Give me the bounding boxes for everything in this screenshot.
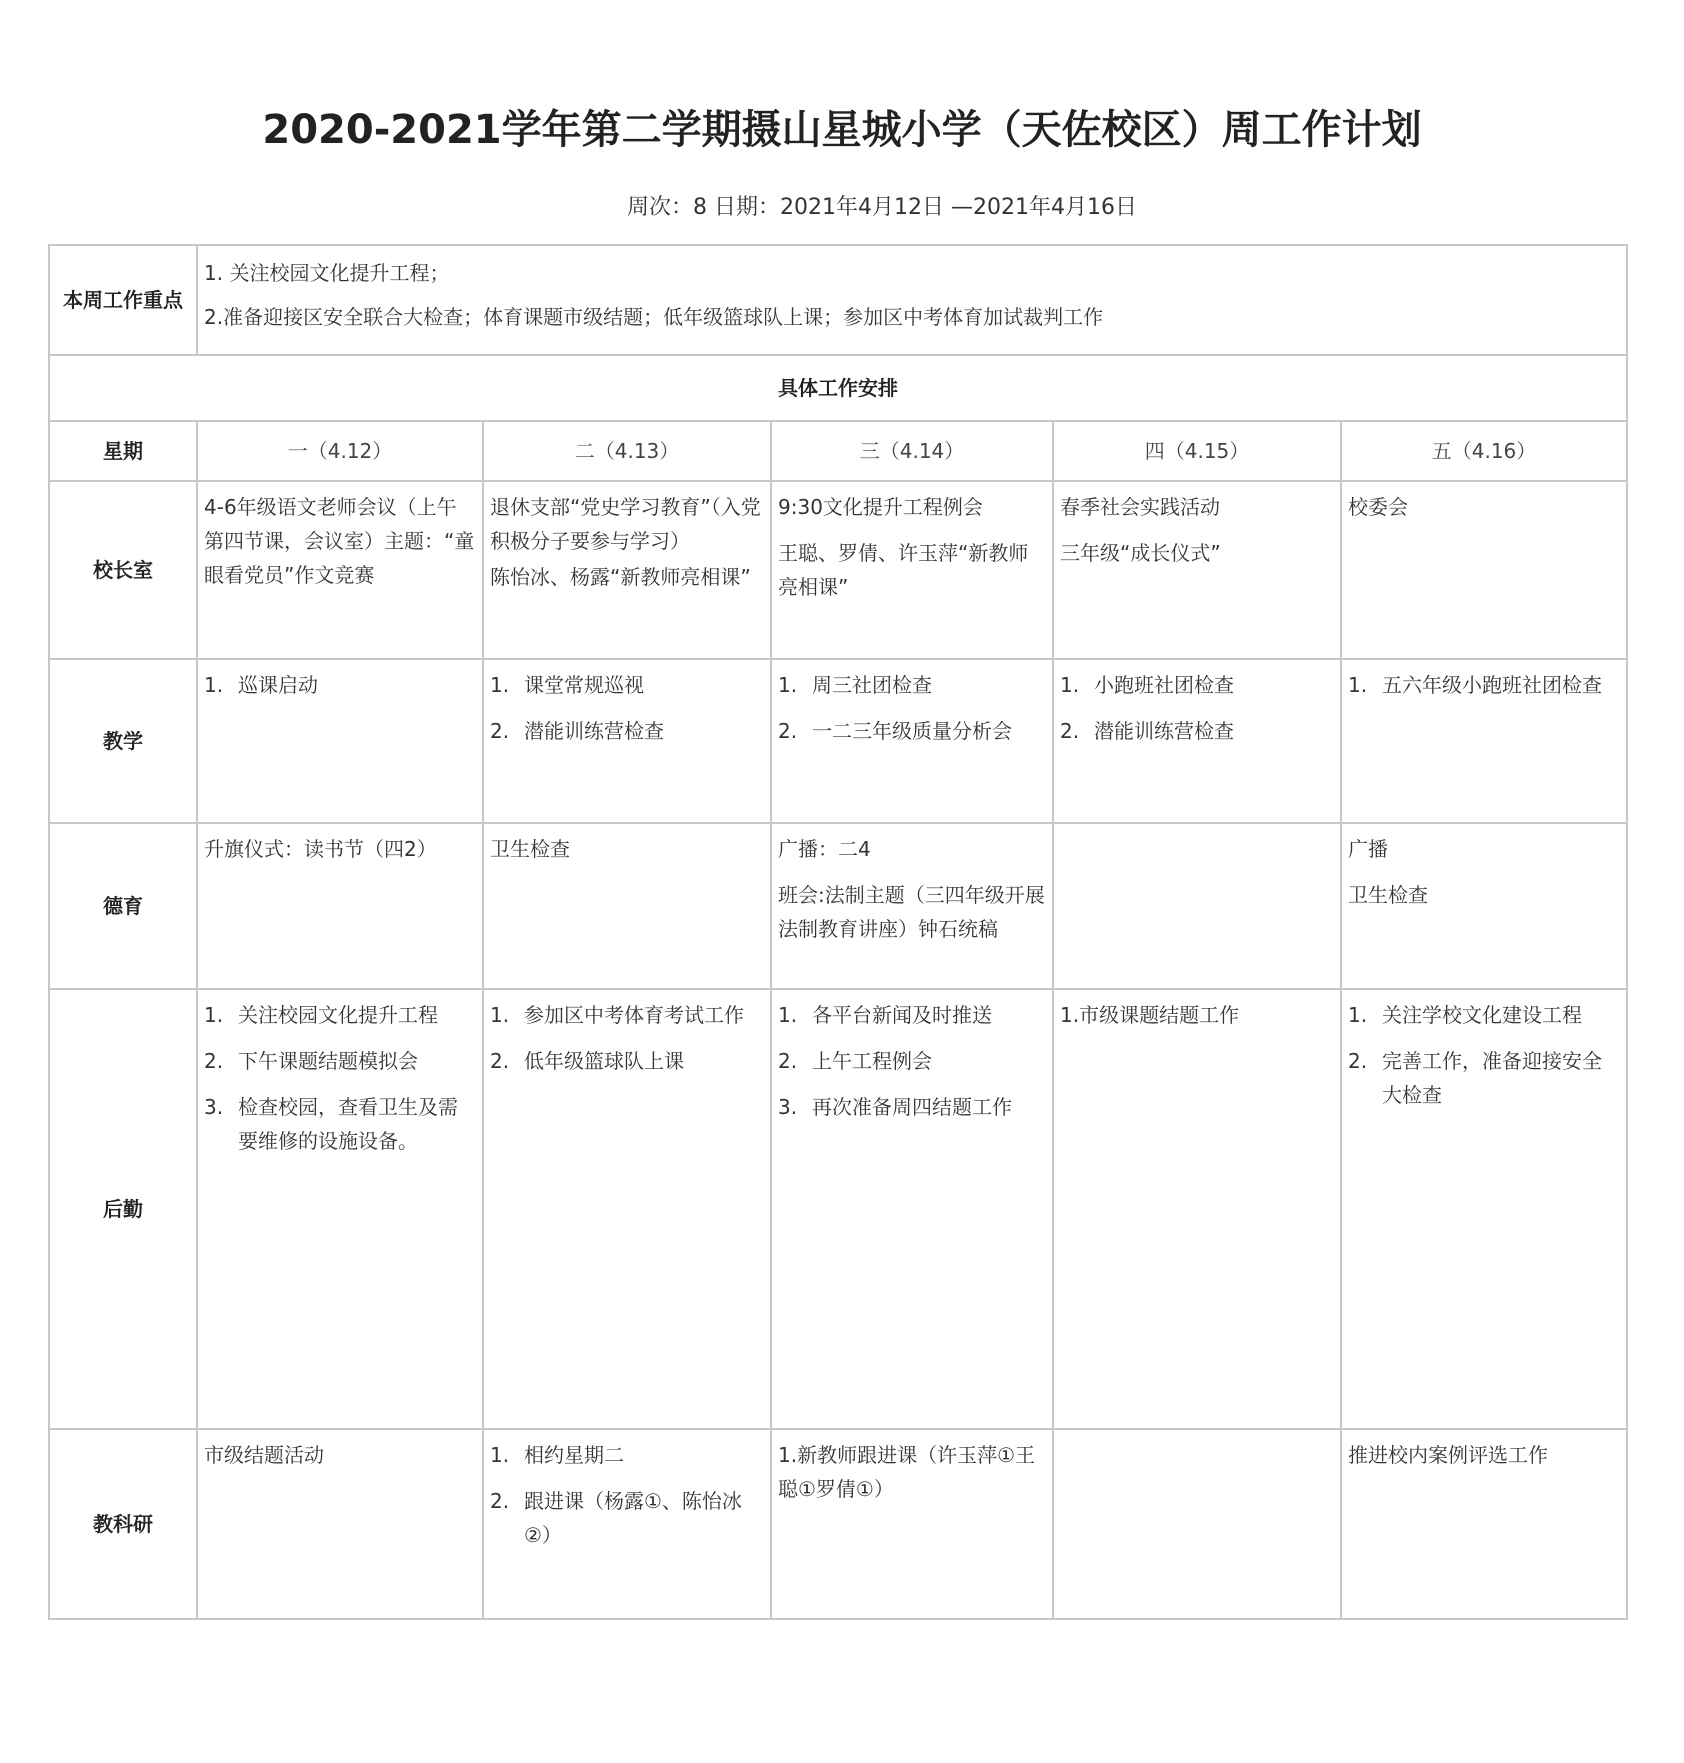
logistics-wed-list	[778, 998, 1046, 1124]
list-item-number: 2.	[778, 719, 798, 743]
list-item-text: 潜能训练营检查	[524, 719, 664, 743]
list-item	[490, 668, 764, 702]
logistics-thu-text: 1.市级课题结题工作	[1060, 1003, 1240, 1027]
list-item-text: 关注学校文化建设工程	[1382, 1003, 1582, 1027]
research-fri-text: 推进校内案例评选工作	[1348, 1443, 1548, 1467]
list-item	[778, 1044, 1046, 1078]
list-item-number: 1.	[1060, 673, 1080, 697]
research-wed-text: 1.新教师跟进课（许玉萍①王聪①罗倩①）	[778, 1443, 1036, 1501]
logistics-wed	[771, 989, 1053, 1429]
teaching-mon	[197, 659, 483, 823]
moral-wed-text-2: 班会:法制主题（三四年级开展法制教育讲座）钟石统稿	[778, 883, 1045, 941]
teaching-wed-list	[778, 668, 1046, 748]
week-date-info: 周次：8 日期：2021年4月12日 —2021年4月16日	[627, 195, 1137, 220]
principal-tue	[483, 481, 771, 659]
list-item-number: 1.	[204, 673, 224, 697]
list-item	[490, 1044, 764, 1078]
research-fri	[1341, 1429, 1627, 1619]
logistics-tue-list	[490, 998, 764, 1078]
teaching-fri-list	[1348, 668, 1620, 702]
list-item-number: 3.	[778, 1095, 798, 1119]
focus-content	[197, 245, 1627, 355]
day-header-tue: 二（4.13）	[483, 421, 771, 481]
list-item-number: 2.	[1348, 1049, 1368, 1073]
principal-fri-text: 校委会	[1348, 495, 1408, 519]
principal-thu-text-2: 三年级“成长仪式”	[1060, 541, 1221, 565]
teaching-wed	[771, 659, 1053, 823]
moral-row	[49, 823, 1627, 989]
moral-fri	[1341, 823, 1627, 989]
list-item-number: 2.	[490, 1049, 510, 1073]
principal-thu	[1053, 481, 1341, 659]
moral-fri-text-1: 广播	[1348, 837, 1388, 861]
list-item	[1348, 1044, 1620, 1112]
list-item-text: 巡课启动	[238, 673, 318, 697]
list-item	[204, 668, 476, 702]
logistics-mon-list	[204, 998, 476, 1158]
logistics-thu	[1053, 989, 1341, 1429]
list-item-number: 1.	[204, 1003, 224, 1027]
list-item-number: 2.	[1060, 719, 1080, 743]
teaching-tue-list	[490, 668, 764, 748]
principal-wed-text-1: 9:30文化提升工程例会	[778, 495, 983, 519]
logistics-row	[49, 989, 1627, 1429]
research-row	[49, 1429, 1627, 1619]
weekly-plan-table	[48, 244, 1628, 1620]
logistics-tue	[483, 989, 771, 1429]
teaching-mon-list	[204, 668, 476, 702]
weekday-label: 星期	[49, 421, 197, 481]
list-item	[1348, 998, 1620, 1032]
research-thu	[1053, 1429, 1341, 1619]
focus-row	[49, 245, 1627, 355]
list-item-text: 参加区中考体育考试工作	[524, 1003, 744, 1027]
section-title: 具体工作安排	[49, 355, 1627, 421]
principal-wed	[771, 481, 1053, 659]
logistics-fri	[1341, 989, 1627, 1429]
list-item	[204, 1044, 476, 1078]
list-item	[490, 998, 764, 1032]
list-item-text: 完善工作，准备迎接安全大检查	[1382, 1049, 1602, 1107]
principal-wed-text-2: 王聪、罗倩、许玉萍“新教师亮相课”	[778, 541, 1029, 599]
list-item-text: 五六年级小跑班社团检查	[1382, 673, 1602, 697]
list-item-text: 潜能训练营检查	[1094, 719, 1234, 743]
focus-line-1: 1. 关注校园文化提升工程；	[204, 261, 450, 285]
list-item	[1060, 714, 1334, 748]
teaching-fri	[1341, 659, 1627, 823]
moral-mon-text: 升旗仪式：读书节（四2）	[204, 837, 437, 861]
page-title: 2020-2021学年第二学期摄山星城小学（天佐校区）周工作计划	[262, 107, 1422, 153]
moral-label: 德育	[49, 823, 197, 989]
list-item-number: 1.	[490, 1003, 510, 1027]
principal-mon	[197, 481, 483, 659]
list-item-text: 各平台新闻及时推送	[812, 1003, 992, 1027]
logistics-label: 后勤	[49, 989, 197, 1429]
list-item-number: 2.	[204, 1049, 224, 1073]
day-header-wed: 三（4.14）	[771, 421, 1053, 481]
moral-mon	[197, 823, 483, 989]
list-item	[204, 1090, 476, 1158]
list-item	[778, 668, 1046, 702]
day-header-thu: 四（4.15）	[1053, 421, 1341, 481]
research-label: 教科研	[49, 1429, 197, 1619]
list-item	[204, 998, 476, 1032]
list-item-number: 1.	[778, 1003, 798, 1027]
principal-label: 校长室	[49, 481, 197, 659]
list-item	[778, 998, 1046, 1032]
teaching-row	[49, 659, 1627, 823]
list-item-text: 检查校园，查看卫生及需要维修的设施设备。	[238, 1095, 458, 1153]
principal-fri	[1341, 481, 1627, 659]
research-mon	[197, 1429, 483, 1619]
principal-tue-text-2: 陈怡冰、杨露“新教师亮相课”	[490, 565, 751, 589]
section-row	[49, 355, 1627, 421]
research-wed	[771, 1429, 1053, 1619]
logistics-mon	[197, 989, 483, 1429]
list-item	[490, 714, 764, 748]
moral-tue-text: 卫生检查	[490, 837, 570, 861]
principal-tue-text-1: 退休支部“党史学习教育”（入党积极分子要参与学习）	[490, 495, 761, 553]
teaching-thu	[1053, 659, 1341, 823]
research-tue-list	[490, 1438, 764, 1552]
list-item-text: 再次准备周四结题工作	[812, 1095, 1012, 1119]
principal-row	[49, 481, 1627, 659]
moral-wed	[771, 823, 1053, 989]
list-item	[490, 1484, 764, 1552]
list-item-text: 周三社团检查	[812, 673, 932, 697]
list-item	[1060, 668, 1334, 702]
list-item	[1348, 668, 1620, 702]
teaching-label: 教学	[49, 659, 197, 823]
list-item-number: 1.	[490, 1443, 510, 1467]
moral-fri-text-2: 卫生检查	[1348, 883, 1428, 907]
moral-thu	[1053, 823, 1341, 989]
day-header-row	[49, 421, 1627, 481]
list-item-number: 2.	[490, 1489, 510, 1513]
list-item	[778, 1090, 1046, 1124]
teaching-thu-list	[1060, 668, 1334, 748]
list-item-text: 一二三年级质量分析会	[812, 719, 1012, 743]
day-header-fri: 五（4.16）	[1341, 421, 1627, 481]
list-item-text: 低年级篮球队上课	[524, 1049, 684, 1073]
research-tue	[483, 1429, 771, 1619]
list-item-text: 下午课题结题模拟会	[238, 1049, 418, 1073]
list-item-text: 相约星期二	[524, 1443, 624, 1467]
moral-wed-text-1: 广播：二4	[778, 837, 871, 861]
research-mon-text: 市级结题活动	[204, 1443, 324, 1467]
teaching-tue	[483, 659, 771, 823]
list-item	[778, 714, 1046, 748]
list-item-text: 关注校园文化提升工程	[238, 1003, 438, 1027]
list-item-number: 2.	[778, 1049, 798, 1073]
moral-tue	[483, 823, 771, 989]
principal-thu-text-1: 春季社会实践活动	[1060, 495, 1220, 519]
list-item-text: 小跑班社团检查	[1094, 673, 1234, 697]
list-item-text: 课堂常规巡视	[524, 673, 644, 697]
list-item-number: 2.	[490, 719, 510, 743]
list-item-number: 1.	[778, 673, 798, 697]
logistics-fri-list	[1348, 998, 1620, 1112]
list-item-text: 上午工程例会	[812, 1049, 932, 1073]
list-item	[490, 1438, 764, 1472]
focus-label: 本周工作重点	[49, 245, 197, 355]
list-item-number: 1.	[1348, 1003, 1368, 1027]
day-header-mon: 一（4.12）	[197, 421, 483, 481]
list-item-text: 跟进课（杨露①、陈怡冰②）	[524, 1489, 742, 1547]
list-item-number: 1.	[490, 673, 510, 697]
list-item-number: 1.	[1348, 673, 1368, 697]
principal-mon-text: 4-6年级语文老师会议（上午第四节课，会议室）主题：“童眼看党员”作文竞赛	[204, 495, 475, 587]
focus-line-2: 2.准备迎接区安全联合大检查；体育课题市级结题；低年级篮球队上课；参加区中考体育加试裁判工作	[204, 305, 1104, 329]
list-item-number: 3.	[204, 1095, 224, 1119]
